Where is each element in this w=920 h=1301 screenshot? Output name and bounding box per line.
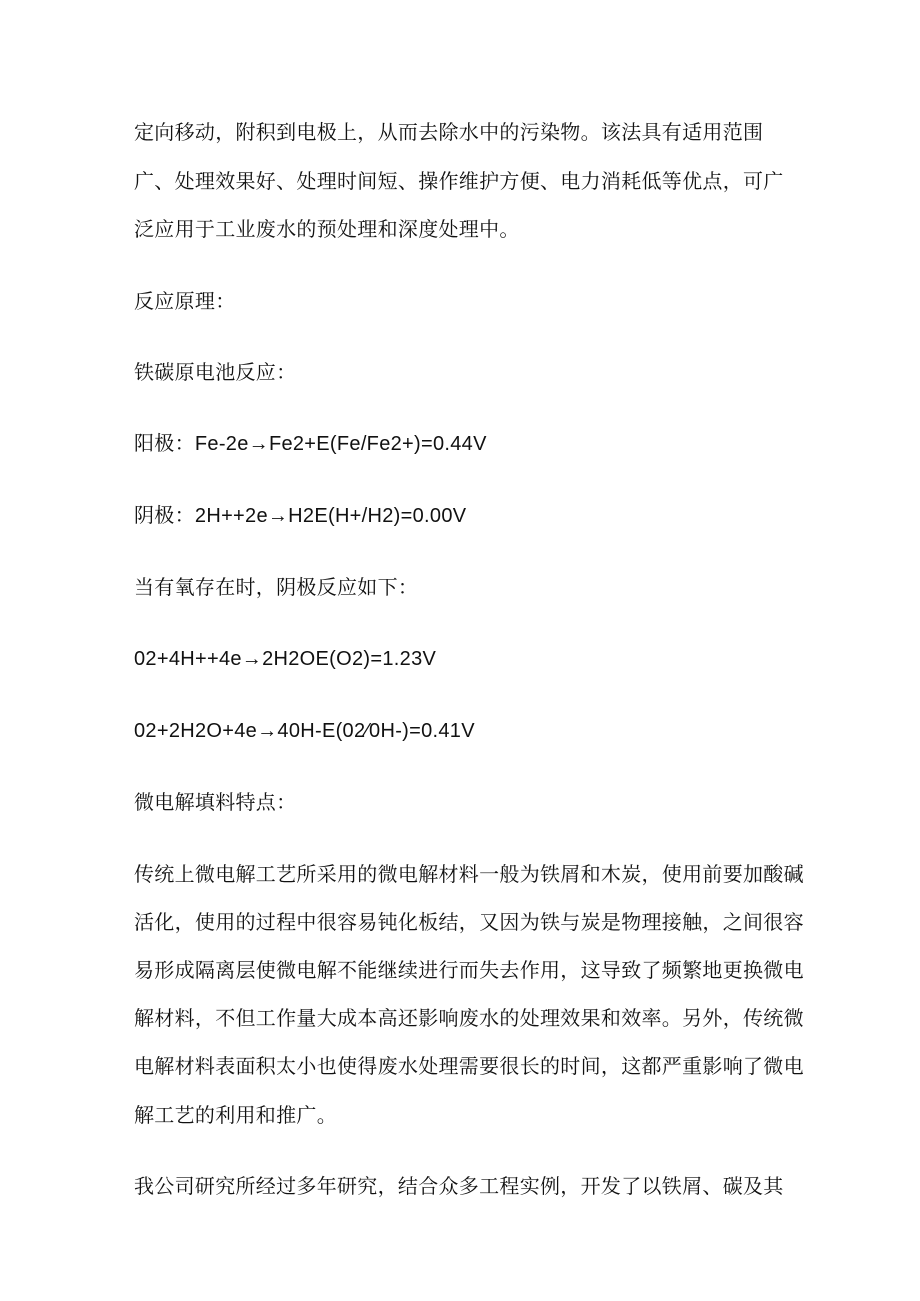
paragraph-2-line-4: 解材料，不但工作量大成本高还影响废水的处理效果和效率。另外，传统微 — [134, 1006, 804, 1030]
paragraph-2-line-1: 传统上微电解工艺所采用的微电解材料一般为铁屑和木炭，使用前要加酸碱 — [134, 862, 804, 886]
heading-features: 微电解填料特点： — [134, 790, 297, 814]
paragraph-1-line-3: 泛应用于工业废水的预处理和深度处理中。 — [134, 217, 520, 241]
anode-reaction: 阳极：Fe-2e→Fe2+E(Fe/Fe2+)=0.44V — [134, 433, 487, 455]
oxygen-intro: 当有氧存在时，阴极反应如下： — [134, 575, 419, 599]
heading-principle: 反应原理： — [134, 289, 236, 313]
paragraph-3-line-1: 我公司研究所经过多年研究，结合众多工程实例，开发了以铁屑、碳及其 — [134, 1174, 784, 1198]
paragraph-2-line-6: 解工艺的利用和推广。 — [134, 1103, 337, 1127]
paragraph-2-line-5: 电解材料表面积太小也使得废水处理需要很长的时间，这都严重影响了微电 — [134, 1054, 804, 1078]
oxygen-reaction-2: 02+2H2O+4e→40H-E(02⁄0H-)=0.41V — [134, 720, 475, 742]
paragraph-2-line-2: 活化，使用的过程中很容易钝化板结，又因为铁与炭是物理接触，之间很容 — [134, 910, 804, 934]
paragraph-2-line-3: 易形成隔离层使微电解不能继续进行而失去作用，这导致了频繁地更换微电 — [134, 958, 804, 982]
paragraph-1-line-2: 广、处理效果好、处理时间短、操作维护方便、电力消耗低等优点，可广 — [134, 169, 784, 193]
cathode-reaction: 阴极：2H++2e→H2E(H+/H2)=0.00V — [134, 505, 467, 527]
oxygen-reaction-1: 02+4H++4e→2H2OE(O2)=1.23V — [134, 648, 437, 670]
paragraph-1-line-1: 定向移动，附积到电极上，从而去除水中的污染物。该法具有适用范围 — [134, 120, 764, 144]
heading-cell-reaction: 铁碳原电池反应： — [134, 360, 297, 384]
